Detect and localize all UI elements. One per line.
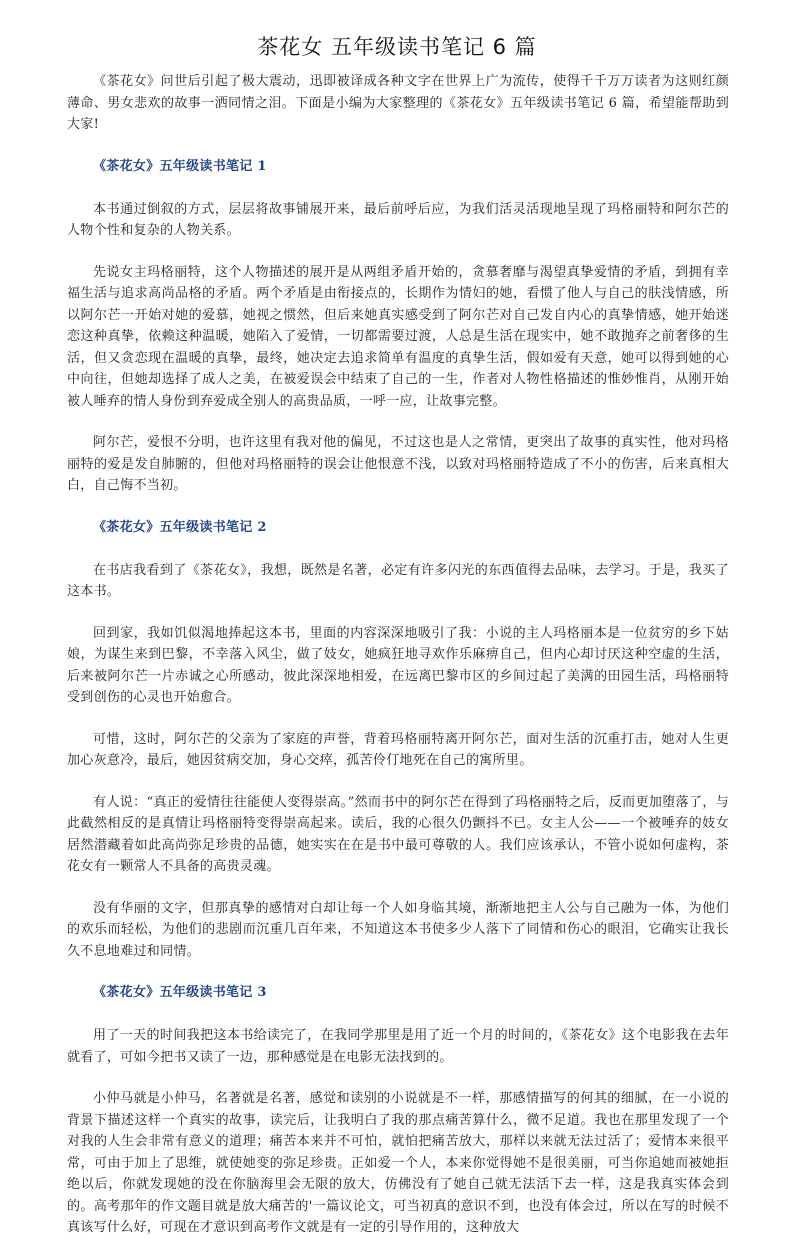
section-paragraph: 回到家，我如饥似渴地捧起这本书，里面的内容深深地吸引了我：小说的主人玛格丽本是一位贫穷的乡下姑娘，为谋生来到巴黎，不幸落入风尘，做了妓女，她疯狂地寻欢作乐麻痹自己，但内心却讨厌这种空虚的生活，后来被阿尔芒一片赤诚之心所感动，彼此深深地相爱，在远离巴黎市区的乡间过起了美满的田园生活，玛格丽特受到创伤的心灵也开始愈合。	[67, 625, 729, 705]
section-paragraph: 没有华丽的文字，但那真挚的感情对白却让每一个人如身临其境，渐渐地把主人公与自己融为一体，为他们的欢乐而轻松，为他们的悲剧而沉重几百年来，不知道这本书使多少人落下了同情和伤心的眼泪，它确实让我长久不息地难过和同情。	[67, 900, 729, 959]
section-2	[67, 517, 729, 963]
section-heading: 《茶花女》五年级读书笔记 1	[93, 158, 267, 174]
section-heading: 《茶花女》五年级读书笔记 2	[93, 519, 267, 535]
section-paragraph: 本书通过倒叙的方式，层层将故事铺展开来，最后前呼后应，为我们活灵活现地呈现了玛格丽特和阿尔芒的人物个性和复杂的人物关系。	[67, 201, 729, 238]
section-paragraph: 用了一天的时间我把这本书给读完了，在我同学那里是用了近一个月的时间的，《茶花女》这个电影我在去年就看了，可如今把书又读了一边，那种感觉是在电影无法找到的。	[67, 1028, 729, 1065]
document-title: 茶花女 五年级读书笔记 6 篇	[257, 35, 537, 59]
section-paragraph: 小仲马就是小仲马，名著就是名著，感觉和读别的小说就是不一样，那感情描写的何其的细腻，在一小说的背景下描述这样一个真实的故事，读完后，让我明白了我的那点痛苦算什么，微不足道。我也在那里发现了一个对我的人生会非常有意义的道理；痛苦本来并不可怕，就怕把痛苦放大，那样以来就无法过活了；爱情本来很平常，可由于加上了思维，就使她变的弥足珍贵。正如爱一个人，本来你觉得她不是很美丽，可当你追她而被她拒绝以后，你就发现她的没在你脑海里会无限的放大，仿佛没有了她自己就无法活下去一样，这是我真实体会到的。高考那年的作文题目就是放大痛苦的'一篇议论文，可当初真的意识不到，也没有体会过，所以在写的时候不真该写什么好，可现在才意识到高考作文就是有一定的引导作用的，这种放大	[67, 1091, 729, 1235]
document-body	[67, 71, 729, 1259]
section-1	[67, 156, 729, 497]
section-paragraph: 可惜，这时，阿尔芒的父亲为了家庭的声誉，背着玛格丽特离开阿尔芒，面对生活的沉重打击，她对人生更加心灰意冷，最后，她因贫病交加，身心交瘁，孤苦伶仃地死在自己的寓所里。	[67, 731, 729, 768]
intro-paragraph: 《茶花女》问世后引起了极大震动，迅即被译成各种文字在世界上广为流传，使得千千万万读者为这则红颜薄命、男女悲欢的故事一洒同情之泪。下面是小编为大家整理的《茶花女》五年级读书笔记 6 篇，希望能帮助到大家!	[67, 74, 729, 132]
section-paragraph: 先说女主玛格丽特，这个人物描述的展开是从两组矛盾开始的，贪慕奢靡与渴望真挚爱情的矛盾，到拥有幸福生活与追求高尚品格的矛盾。两个矛盾是由衔接点的，长期作为情妇的她，看惯了他人与自己的肤浅情感，所以阿尔芒一开始对她的爱慕，她视之惯然，但后来她真实感受到了阿尔芒对自己发自内心的真挚情感，她开始迷恋这种真挚，依赖这种温暖，她陷入了爱情，一切都需要过渡，人总是生活在现实中，她不敢抛弃之前奢侈的生活，但又贪恋现在温暖的真挚，最终，她决定去追求简单有温度的真挚生活，假如爱有天意，她可以得到她的心中向往，但她却选择了成人之美，在被爱误会中结束了自己的一生，作者对人物性格描述的惟妙惟肖，从刚开始被人唾弃的情人身份到弃爱成全别人的高贵品质，一呼一应，让故事完整。	[67, 264, 729, 409]
section-heading: 《茶花女》五年级读书笔记 3	[93, 985, 267, 1000]
section-3	[67, 982, 729, 1239]
section-paragraph: 阿尔芒，爱恨不分明，也许这里有我对他的偏见，不过这也是人之常情，更突出了故事的真实性，他对玛格丽特的爱是发自肺腑的，但他对玛格丽特的误会让他恨意不浅，以致对玛格丽特造成了不小的伤害，后来真相大白，自己悔不当初。	[67, 435, 729, 493]
section-paragraph: 在书店我看到了《茶花女》，我想，既然是名著，必定有许多闪光的东西值得去品味，去学习。于是，我买了这本书。	[67, 562, 729, 599]
section-paragraph: 有人说：“真正的爱情往往能使人变得崇高。”然而书中的阿尔芒在得到了玛格丽特之后，反而更加堕落了，与此截然相反的是真情让玛格丽特变得崇高起来。读后，我的心很久仍颤抖不已。女主人公——一个被唾弃的妓女居然潜藏着如此高尚弥足珍贵的品德，她实实在在是书中最可尊敬的人。我们应该承认，不管小说如何虚构，茶花女有一颗常人不具备的高贵灵魂。	[67, 794, 729, 874]
